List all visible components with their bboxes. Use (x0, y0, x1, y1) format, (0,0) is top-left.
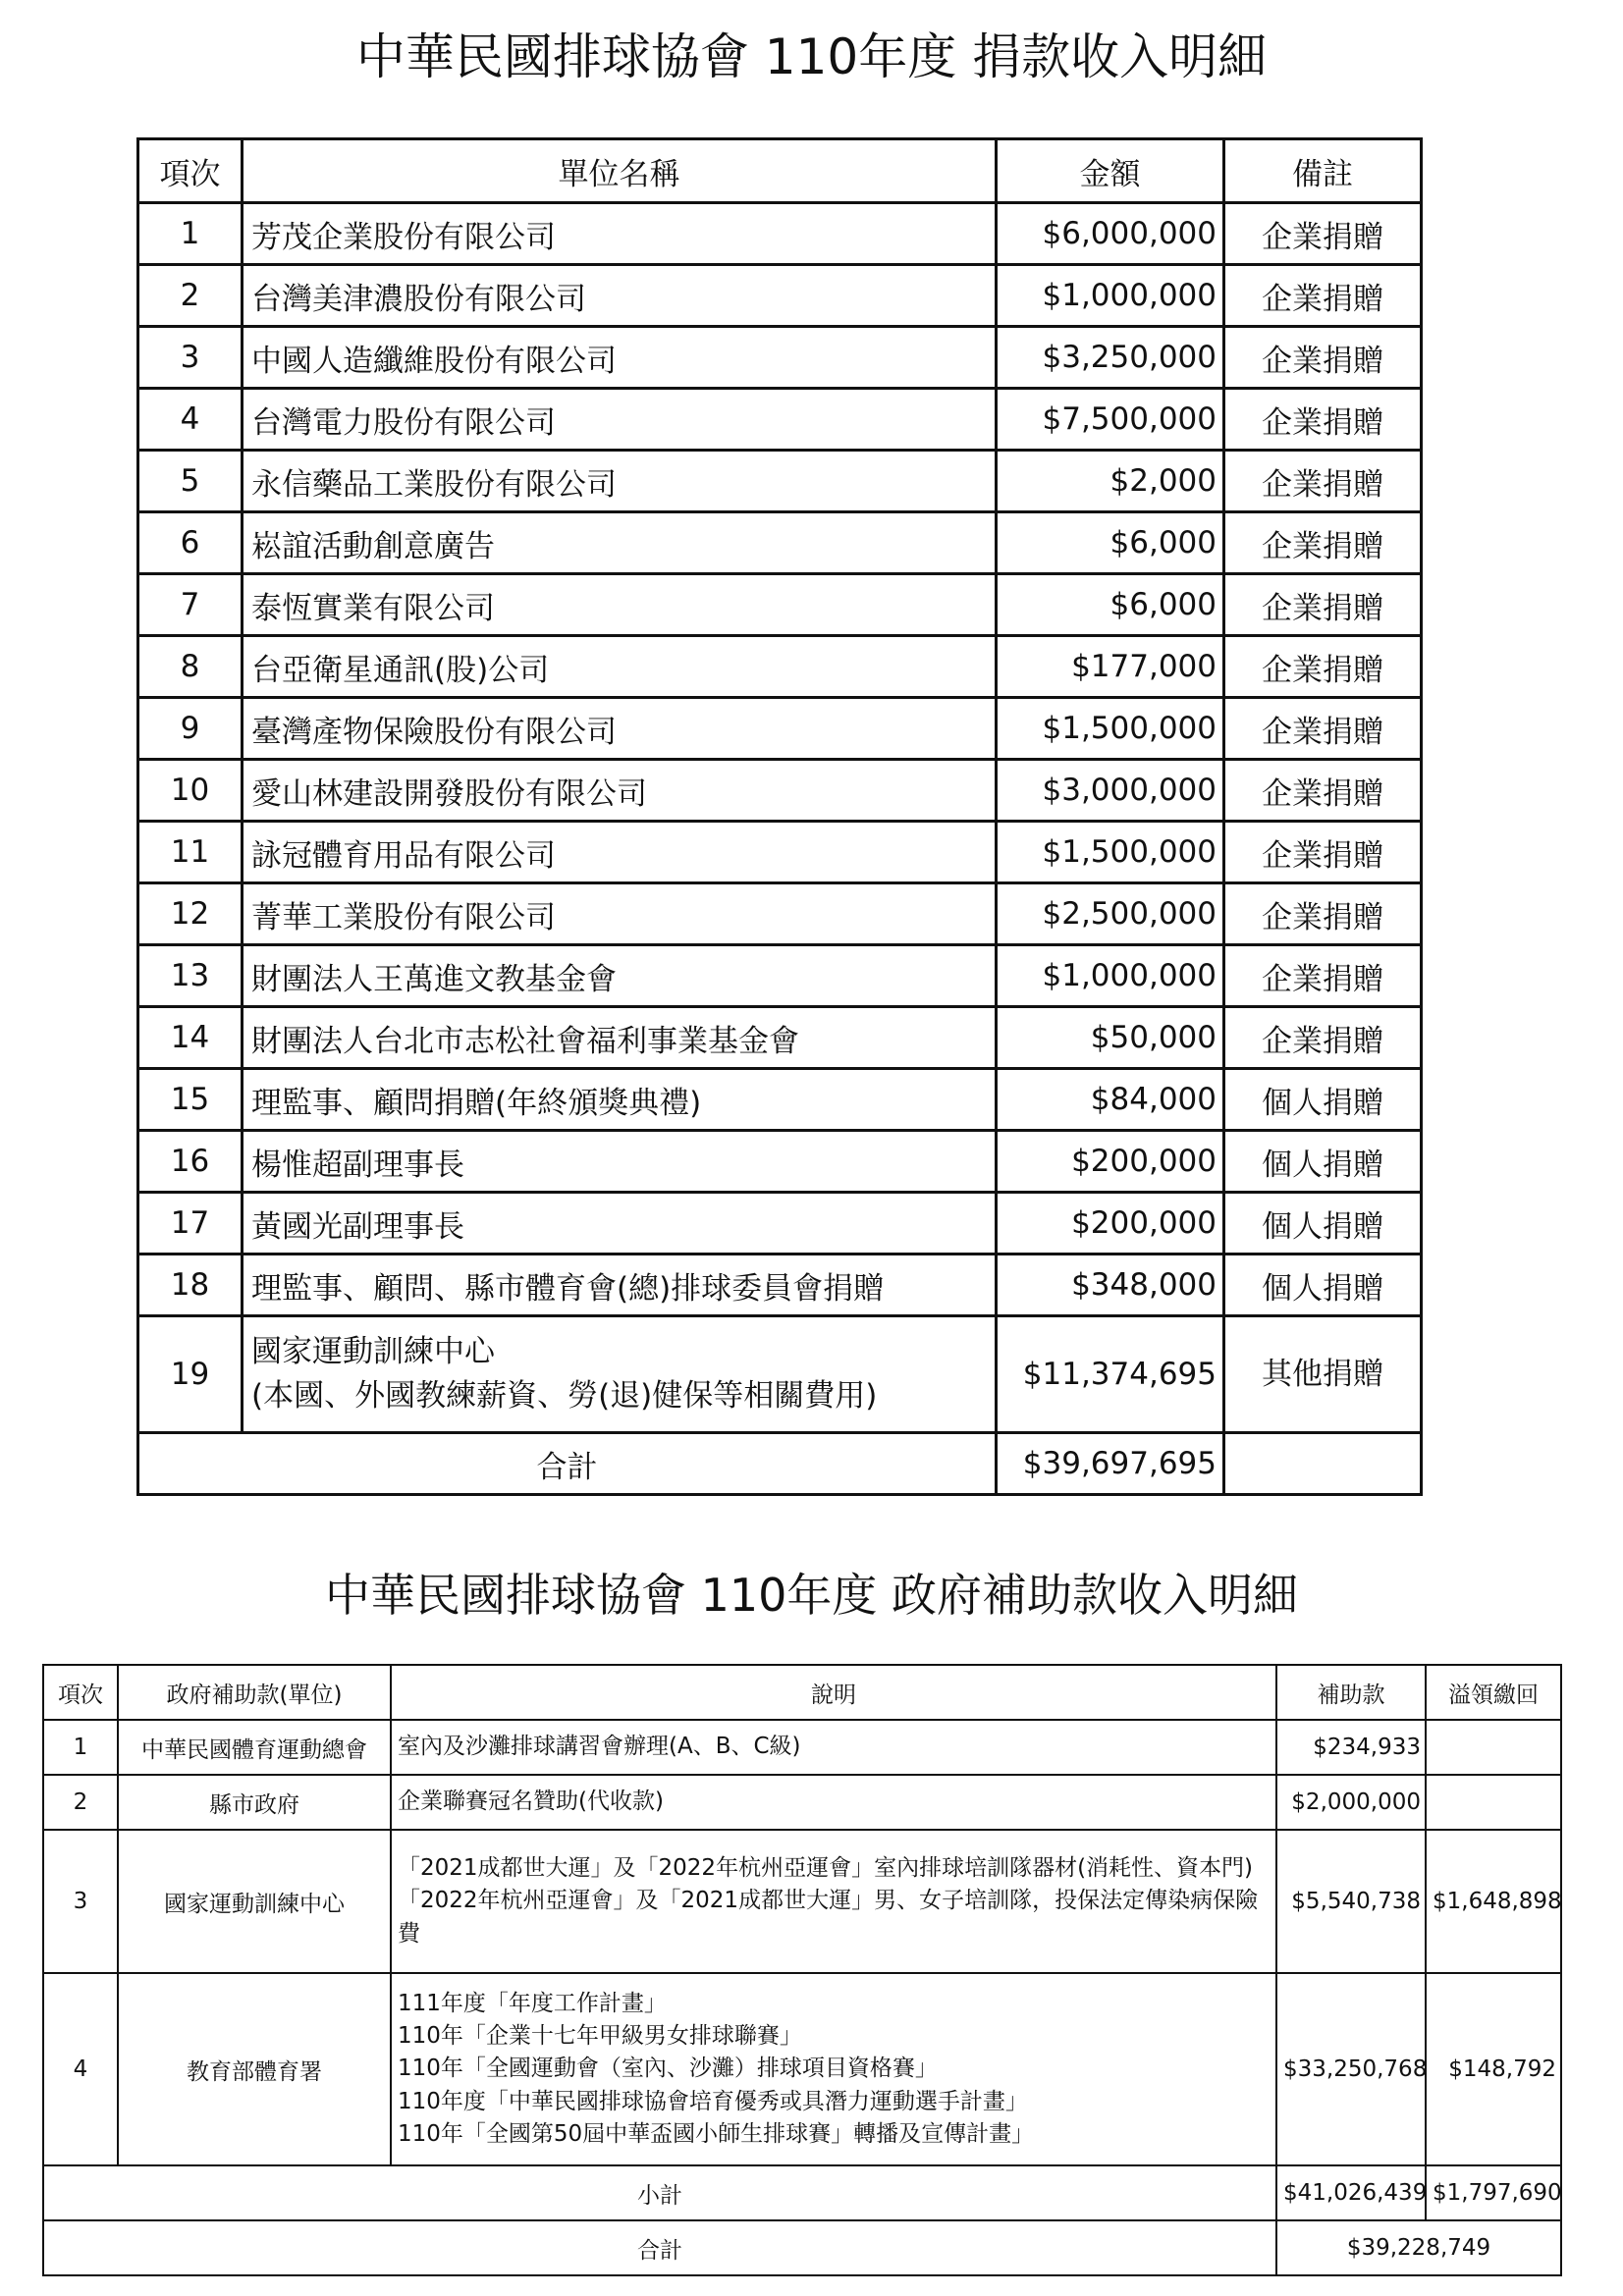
row-name: 財團法人王萬進文教基金會 (243, 945, 997, 1007)
table-row (138, 760, 1422, 822)
row-amount: $1,000,000 (997, 265, 1224, 327)
row-no: 10 (138, 760, 243, 822)
total-label: 合計 (138, 1433, 997, 1495)
row-name: 臺灣產物保險股份有限公司 (243, 698, 997, 760)
row-no: 13 (138, 945, 243, 1007)
row-no: 6 (138, 512, 243, 574)
table-row (138, 203, 1422, 265)
row-amount: $6,000 (997, 512, 1224, 574)
row-name: 永信藥品工業股份有限公司 (243, 451, 997, 512)
row-name: 台亞衛星通訊(股)公司 (243, 636, 997, 698)
donation-total-row (138, 1433, 1422, 1495)
row-no: 17 (138, 1193, 243, 1255)
row-remark: 企業捐贈 (1224, 698, 1422, 760)
table-row (138, 1131, 1422, 1193)
header-refund: 溢領繳回 (1426, 1665, 1561, 1720)
table-row (138, 451, 1422, 512)
row-amount: $177,000 (997, 636, 1224, 698)
header-name: 單位名稱 (243, 139, 997, 203)
total-label: 合計 (43, 2220, 1276, 2275)
table-row (43, 1973, 1561, 2165)
row-amount: $200,000 (997, 1131, 1224, 1193)
header-desc: 說明 (391, 1665, 1276, 1720)
row-name: 理監事、顧問、縣市體育會(總)排球委員會捐贈 (243, 1255, 997, 1316)
row-remark: 企業捐贈 (1224, 574, 1422, 636)
row-amount: $200,000 (997, 1193, 1224, 1255)
row-amount: $11,374,695 (997, 1316, 1224, 1433)
row-remark: 企業捐贈 (1224, 512, 1422, 574)
row-name: 芳茂企業股份有限公司 (243, 203, 997, 265)
row-no: 1 (43, 1720, 118, 1775)
subtotal-row (43, 2165, 1561, 2220)
row-amount: $7,500,000 (997, 389, 1224, 451)
row-no: 2 (138, 265, 243, 327)
row-name: 楊惟超副理事長 (243, 1131, 997, 1193)
table-row (43, 1830, 1561, 1973)
row-no: 9 (138, 698, 243, 760)
table-row (138, 1316, 1422, 1433)
row-name: 理監事、顧問捐贈(年終頒獎典禮) (243, 1069, 997, 1131)
row-desc: 室內及沙灘排球講習會辦理(A、B、C級) (391, 1720, 1276, 1775)
desc-line: 110年「企業十七年甲級男女排球聯賽」 (398, 2022, 802, 2049)
row-remark: 個人捐贈 (1224, 1069, 1422, 1131)
desc-line: 110年「全國運動會（室內、沙灘）排球項目資格賽」 (398, 2056, 938, 2082)
row-unit: 中華民國體育運動總會 (118, 1720, 391, 1775)
subsidy-total-row (43, 2220, 1561, 2275)
row-refund (1426, 1720, 1561, 1775)
row-name-line: (本國、外國教練薪資、勞(退)健保等相關費用) (251, 1378, 878, 1414)
total-amount: $39,697,695 (997, 1433, 1224, 1495)
row-name-line: 國家運動訓練中心 (251, 1334, 495, 1370)
row-amount: $33,250,768 (1276, 1973, 1426, 2165)
table-row (138, 883, 1422, 945)
table-row (138, 512, 1422, 574)
desc-line: 111年度「年度工作計畫」 (398, 1990, 667, 2016)
row-refund (1426, 1775, 1561, 1830)
row-name: 菁華工業股份有限公司 (243, 883, 997, 945)
total-amount: $39,228,749 (1276, 2220, 1561, 2275)
desc-line: 「2021成都世大運」及「2022年杭州亞運會」室內排球培訓隊器材(消耗性、資本門) (398, 1854, 1254, 1881)
table-row (138, 1069, 1422, 1131)
row-amount: $234,933 (1276, 1720, 1426, 1775)
row-no: 12 (138, 883, 243, 945)
desc-line: 110年度「中華民國排球協會培育優秀或具潛力運動選手計畫」 (398, 2088, 1028, 2114)
table-row (138, 1193, 1422, 1255)
row-amount: $6,000 (997, 574, 1224, 636)
table-row (138, 698, 1422, 760)
row-desc (391, 1830, 1276, 1973)
row-refund: $148,792 (1426, 1973, 1561, 2165)
table-row (138, 1007, 1422, 1069)
row-amount: $5,540,738 (1276, 1830, 1426, 1973)
row-no: 16 (138, 1131, 243, 1193)
row-amount: $1,500,000 (997, 698, 1224, 760)
row-remark: 企業捐贈 (1224, 636, 1422, 698)
table-row (138, 1255, 1422, 1316)
desc-line: 「2022年杭州亞運會」及「2021成都世大運」男、女子培訓隊，投保法定傳染病保險費 (398, 1888, 1259, 1947)
table-row (138, 574, 1422, 636)
row-unit: 國家運動訓練中心 (118, 1830, 391, 1973)
row-no: 11 (138, 822, 243, 883)
row-name: 中國人造纖維股份有限公司 (243, 327, 997, 389)
row-no: 3 (138, 327, 243, 389)
header-amount: 金額 (997, 139, 1224, 203)
donation-header-row (138, 139, 1422, 203)
table-row (43, 1720, 1561, 1775)
row-refund: $1,648,898 (1426, 1830, 1561, 1973)
donation-table (136, 137, 1423, 1496)
row-no: 15 (138, 1069, 243, 1131)
row-remark: 企業捐贈 (1224, 265, 1422, 327)
row-amount: $2,000 (997, 451, 1224, 512)
row-no: 1 (138, 203, 243, 265)
row-name (243, 1316, 997, 1433)
table-row (138, 636, 1422, 698)
header-no: 項次 (43, 1665, 118, 1720)
desc-line: 110年「全國第50屆中華盃國小師生排球賽」轉播及宣傳計畫」 (398, 2121, 1035, 2148)
subsidy-header-row (43, 1665, 1561, 1720)
row-remark: 企業捐贈 (1224, 1007, 1422, 1069)
row-name: 愛山林建設開發股份有限公司 (243, 760, 997, 822)
row-remark: 企業捐贈 (1224, 327, 1422, 389)
row-name: 黃國光副理事長 (243, 1193, 997, 1255)
row-remark: 個人捐贈 (1224, 1255, 1422, 1316)
subtotal-amount: $41,026,439 (1276, 2165, 1426, 2220)
table-row (43, 1775, 1561, 1830)
row-amount: $1,000,000 (997, 945, 1224, 1007)
row-remark: 企業捐贈 (1224, 760, 1422, 822)
header-no: 項次 (138, 139, 243, 203)
row-name: 台灣電力股份有限公司 (243, 389, 997, 451)
row-amount: $1,500,000 (997, 822, 1224, 883)
header-amount: 補助款 (1276, 1665, 1426, 1720)
row-remark: 其他捐贈 (1224, 1316, 1422, 1433)
subtotal-refund: $1,797,690 (1426, 2165, 1561, 2220)
row-name: 崧誼活動創意廣告 (243, 512, 997, 574)
row-remark: 個人捐贈 (1224, 1131, 1422, 1193)
subsidy-title: 中華民國排球協會 110年度 政府補助款收入明細 (324, 1569, 1299, 1622)
table-row (138, 327, 1422, 389)
row-name: 泰恆實業有限公司 (243, 574, 997, 636)
donation-title: 中華民國排球協會 110年度 捐款收入明細 (355, 28, 1268, 85)
row-desc: 企業聯賽冠名贊助(代收款) (391, 1775, 1276, 1830)
row-name: 台灣美津濃股份有限公司 (243, 265, 997, 327)
row-name: 詠冠體育用品有限公司 (243, 822, 997, 883)
row-amount: $6,000,000 (997, 203, 1224, 265)
row-no: 8 (138, 636, 243, 698)
row-no: 2 (43, 1775, 118, 1830)
row-no: 19 (138, 1316, 243, 1433)
total-remark (1224, 1433, 1422, 1495)
row-amount: $348,000 (997, 1255, 1224, 1316)
subtotal-label: 小計 (43, 2165, 1276, 2220)
row-desc (391, 1973, 1276, 2165)
table-row (138, 822, 1422, 883)
subsidy-table (42, 1664, 1562, 2276)
header-unit: 政府補助款(單位) (118, 1665, 391, 1720)
row-no: 3 (43, 1830, 118, 1973)
row-no: 18 (138, 1255, 243, 1316)
row-remark: 個人捐贈 (1224, 1193, 1422, 1255)
row-amount: $3,000,000 (997, 760, 1224, 822)
row-no: 5 (138, 451, 243, 512)
row-no: 4 (138, 389, 243, 451)
row-unit: 教育部體育署 (118, 1973, 391, 2165)
row-amount: $2,000,000 (1276, 1775, 1426, 1830)
row-remark: 企業捐贈 (1224, 945, 1422, 1007)
row-amount: $3,250,000 (997, 327, 1224, 389)
header-remark: 備註 (1224, 139, 1422, 203)
row-remark: 企業捐贈 (1224, 203, 1422, 265)
table-row (138, 265, 1422, 327)
row-no: 7 (138, 574, 243, 636)
row-no: 4 (43, 1973, 118, 2165)
table-row (138, 389, 1422, 451)
row-remark: 企業捐贈 (1224, 389, 1422, 451)
row-unit: 縣市政府 (118, 1775, 391, 1830)
row-amount: $84,000 (997, 1069, 1224, 1131)
row-amount: $2,500,000 (997, 883, 1224, 945)
row-remark: 企業捐贈 (1224, 883, 1422, 945)
row-remark: 企業捐贈 (1224, 451, 1422, 512)
row-remark: 企業捐贈 (1224, 822, 1422, 883)
row-name: 財團法人台北市志松社會福利事業基金會 (243, 1007, 997, 1069)
table-row (138, 945, 1422, 1007)
row-amount: $50,000 (997, 1007, 1224, 1069)
row-no: 14 (138, 1007, 243, 1069)
